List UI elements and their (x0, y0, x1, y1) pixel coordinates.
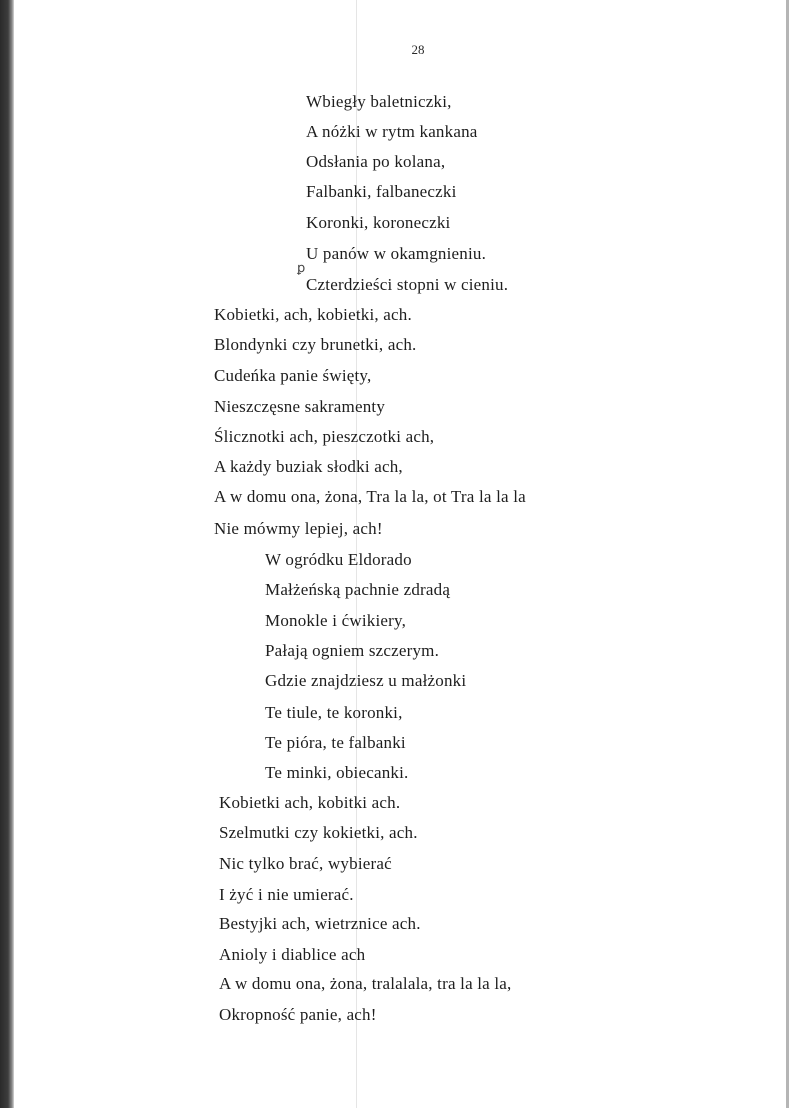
poem-line: Falbanki, falbaneczki (306, 182, 457, 201)
stray-handwritten-mark: ꝑ (297, 260, 306, 275)
poem-line: Te pióra, te falbanki (265, 733, 406, 752)
poem-line: Okropność panie, ach! (219, 1005, 377, 1024)
poem-line: Anioly i diablice ach (219, 945, 366, 964)
poem-line: Pałają ogniem szczerym. (265, 641, 440, 660)
poem-line: Bestyjki ach, wietrznice ach. (219, 914, 421, 933)
poem-line: W ogródku Eldorado (265, 550, 412, 569)
poem-line: Cudeńka panie święty, (214, 366, 372, 385)
poem-line: Nie mówmy lepiej, ach! (214, 519, 383, 538)
poem-line: Nic tylko brać, wybierać (219, 854, 392, 873)
poem-line: Blondynki czy brunetki, ach. (214, 335, 417, 354)
scan-binding-edge (0, 0, 14, 1108)
poem-line: Te tiule, te koronki, (265, 703, 403, 722)
poem-line: Ślicznotki ach, pieszczotki ach, (214, 427, 435, 446)
poem-line: I żyć i nie umierać. (219, 885, 354, 904)
poem-line: Wbiegły baletniczki, (306, 92, 452, 111)
poem-line: Kobietki ach, kobitki ach. (219, 793, 401, 812)
poem-line: Koronki, koroneczki (306, 213, 451, 232)
poem-line: A każdy buziak słodki ach, (214, 457, 403, 476)
poem-line: U panów w okamgnieniu. (306, 244, 487, 263)
poem-line: Małżeńską pachnie zdradą (265, 580, 451, 599)
poem-line: Monokle i ćwikiery, (265, 611, 407, 630)
poem-line: Szelmutki czy kokietki, ach. (219, 823, 418, 842)
poem-line: A w domu ona, żona, Tra la la, ot Tra la la la (214, 487, 526, 506)
poem-line: A nóżki w rytm kankana (306, 122, 478, 141)
poem-line: Gdzie znajdziesz u małżonki (265, 671, 467, 690)
poem-line: Czterdzieści stopni w cieniu. (306, 275, 509, 294)
poem-line: A w domu ona, żona, tralalala, tra la la la, (219, 974, 512, 993)
page-number: 28 (411, 42, 425, 57)
poem-line: Kobietki, ach, kobietki, ach. (214, 305, 412, 324)
poem-line: Nieszczęsne sakramenty (214, 397, 386, 416)
poem-line: Odsłania po kolana, (306, 152, 446, 171)
poem-line: Te minki, obiecanki. (265, 763, 409, 782)
